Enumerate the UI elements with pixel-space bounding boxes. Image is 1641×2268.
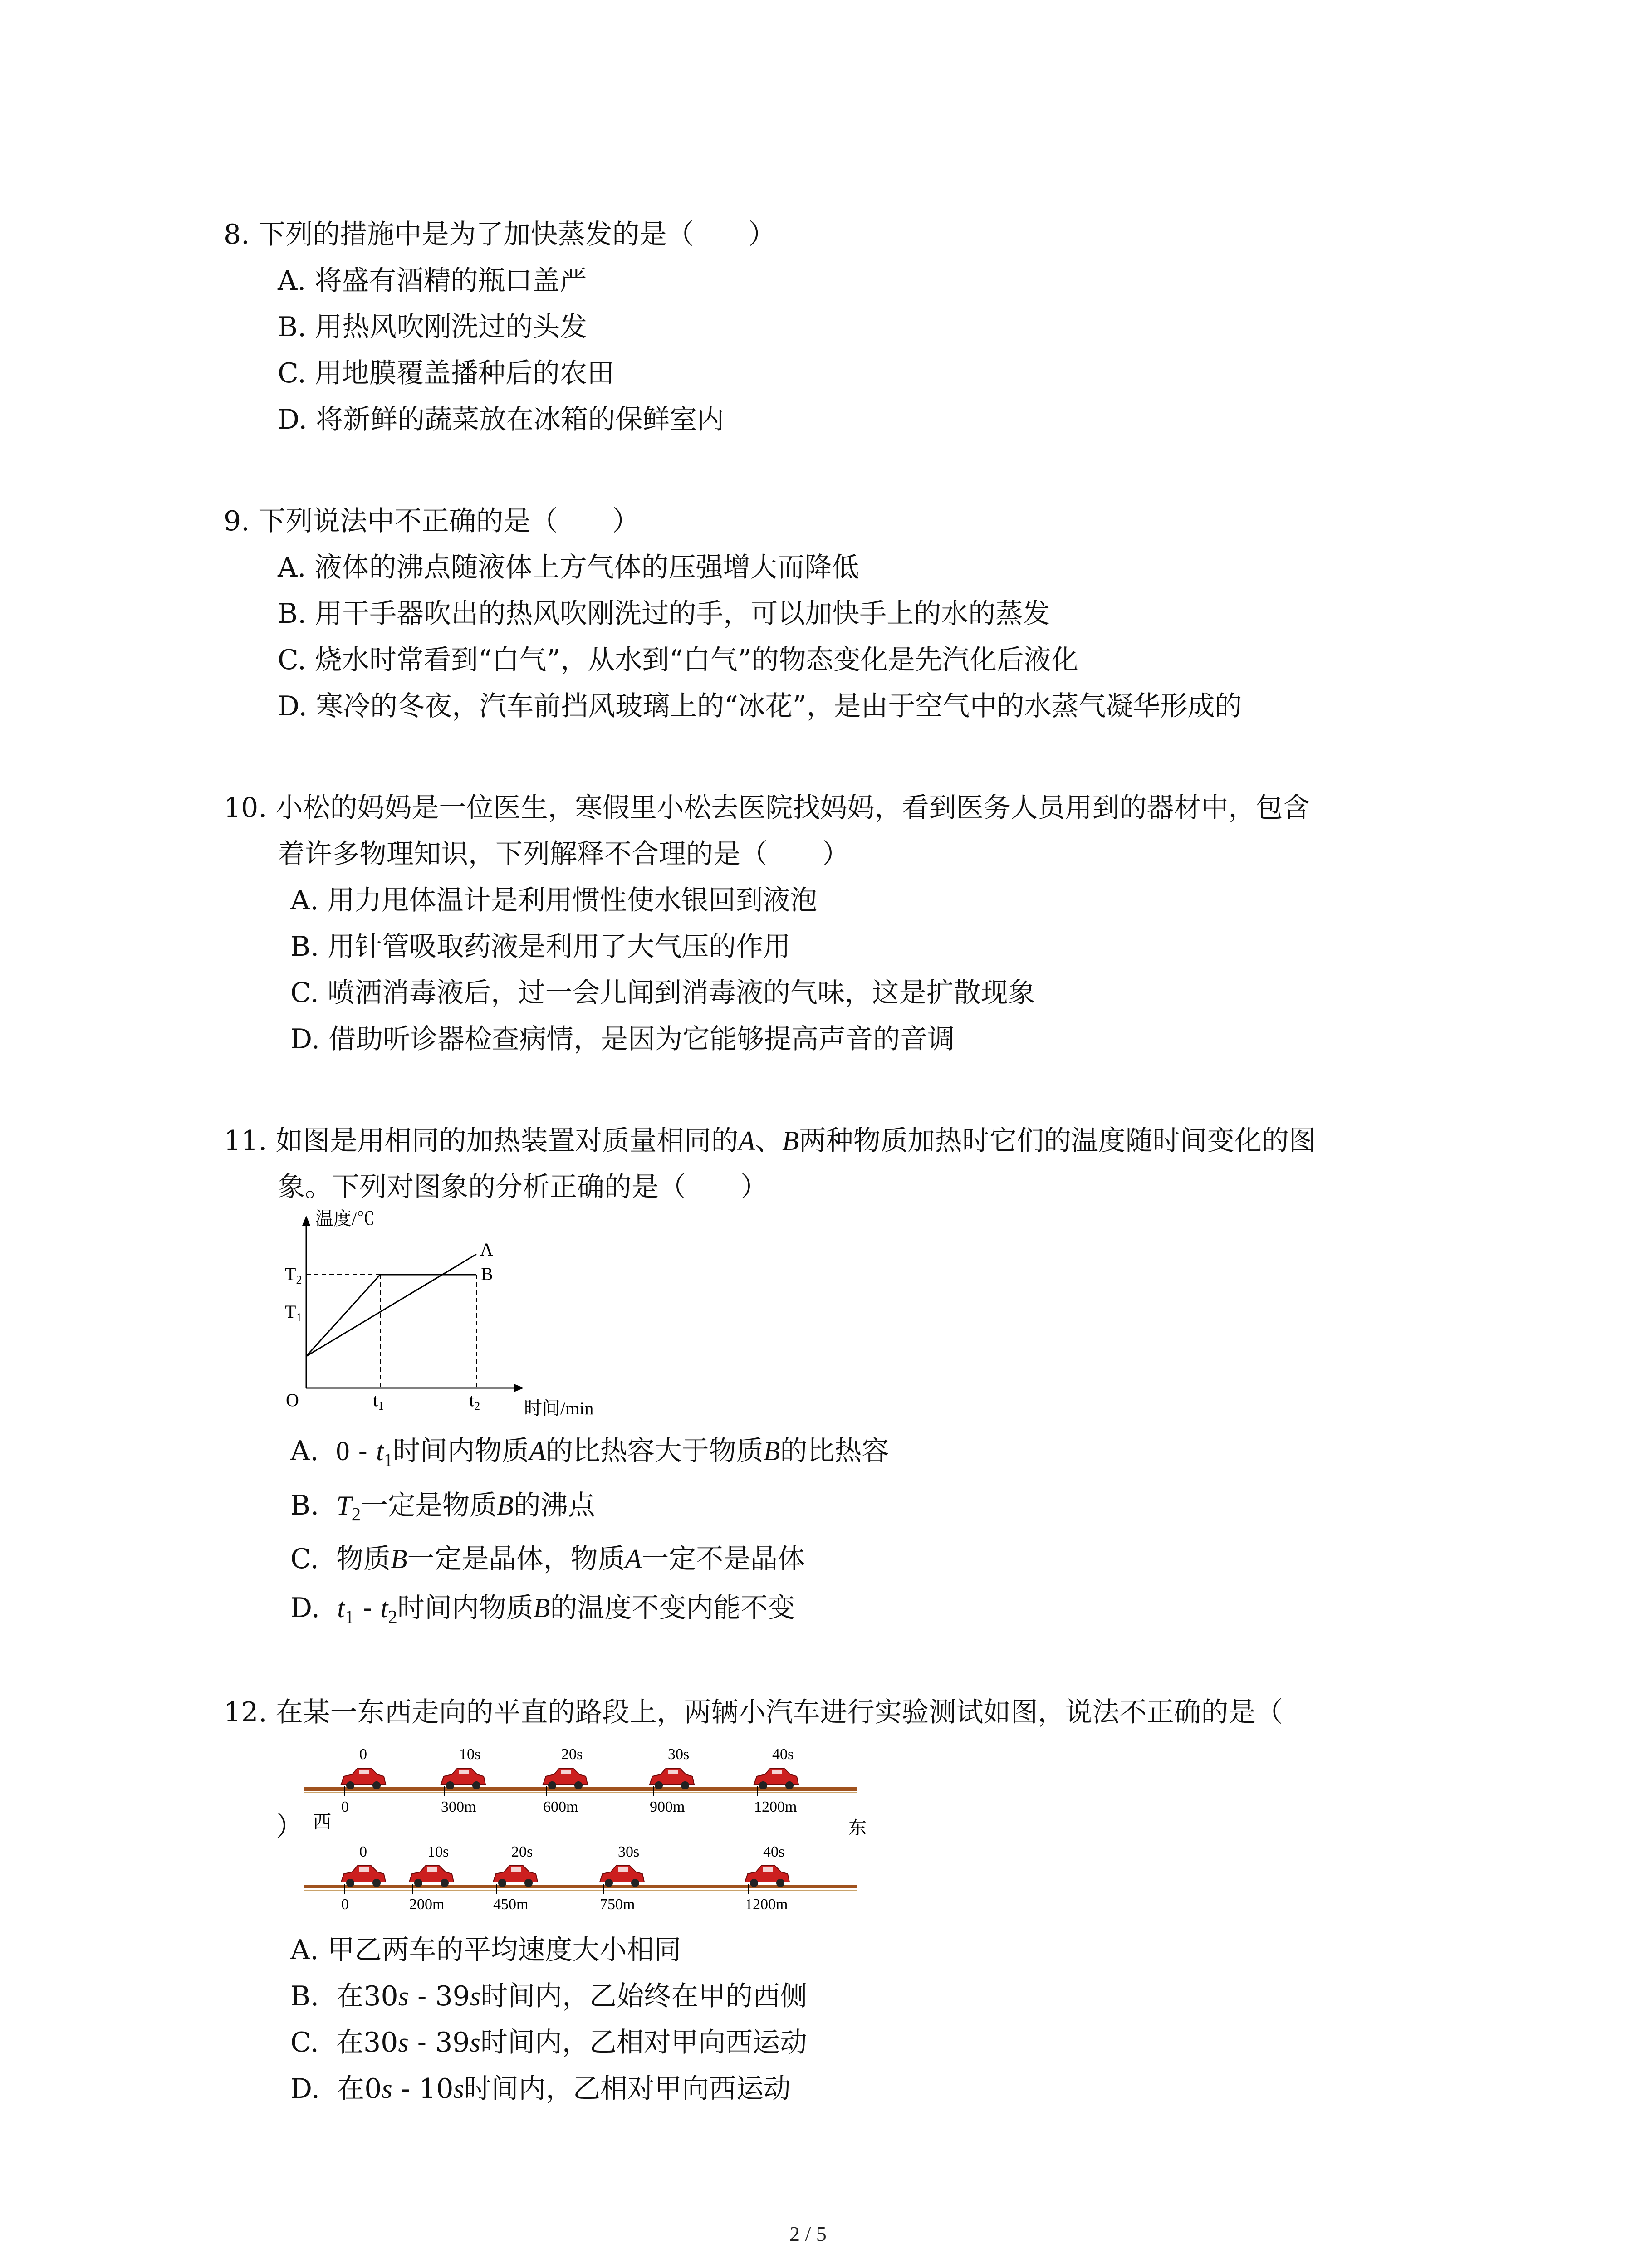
q12-option-a: A. 甲乙两车的平均速度大小相同: [290, 1934, 681, 1966]
q12-stem: 12. 在某一东西走向的平直的路段上，两辆小汽车进行实验测试如图，说法不正确的是（: [224, 1696, 1283, 1728]
curve-a: [306, 1254, 476, 1356]
math-s: s: [382, 2074, 392, 2104]
q11-stem-text: 11. 如图是用相同的加热装置对质量相同的: [224, 1125, 739, 1157]
car-window: [618, 1867, 628, 1872]
top-time-label: 30s: [668, 1746, 690, 1763]
top-car-1: [441, 1768, 485, 1789]
page-number: 2 / 5: [789, 2222, 827, 2245]
q11-option-b: [290, 1489, 595, 1531]
y-axis-label: 温度/℃: [315, 1208, 375, 1229]
q9-option-a: A. 液体的沸点随液体上方气体的压强增大而降低: [278, 552, 859, 583]
q11-var-a: A: [738, 1126, 755, 1156]
bottom-time-label: 20s: [511, 1843, 533, 1860]
q10-option-d: D. 借助听诊器检查病情，是因为它能够提高声音的音调: [290, 1023, 955, 1055]
bottom-car-0: [341, 1866, 386, 1887]
option-label: B.: [290, 1490, 319, 1521]
q11-option-a: [290, 1434, 889, 1477]
math-zero: 0: [336, 1436, 350, 1466]
car-wheel: [574, 1781, 583, 1789]
top-distance-label: 900m: [650, 1799, 685, 1815]
bottom-distance-label: 450m: [493, 1896, 529, 1913]
q9-option-b: B. 用干手器吹出的热风吹刚洗过的手，可以加快手上的水的蒸发: [278, 598, 1050, 630]
car-window: [511, 1867, 521, 1872]
option-text: 时间内，乙始终在甲的西侧: [480, 1980, 808, 2012]
x-axis-label: 时间/min: [524, 1398, 594, 1418]
math-sub: 2: [351, 1504, 361, 1525]
bottom-distance-label: 750m: [600, 1896, 635, 1913]
west-label: 西: [313, 1812, 331, 1832]
car-wheel: [655, 1781, 663, 1789]
q11-option-c: [290, 1542, 805, 1576]
math-sub: 2: [388, 1607, 397, 1628]
t2-level-label: $T_2$: [285, 1264, 302, 1286]
math-sub: 1: [383, 1450, 393, 1471]
math-dash: -: [349, 1435, 376, 1467]
option-text: 时间内，乙相对甲向西运动: [480, 2027, 807, 2058]
q9-stem: 9. 下列说法中不正确的是（ ）: [224, 505, 640, 537]
bottom-distance-label: 200m: [409, 1896, 445, 1913]
bottom-road-surface: [304, 1885, 857, 1888]
math-s: s: [470, 2028, 480, 2058]
math-a: A: [529, 1436, 546, 1466]
option-text: 在0: [337, 2073, 382, 2105]
math-dash: - 10: [392, 2073, 454, 2105]
math-dash: - 39: [409, 1980, 470, 2012]
car-wheel: [681, 1781, 689, 1789]
car-wheel: [759, 1781, 767, 1789]
time-t2-label: $t_2$: [469, 1390, 480, 1413]
q9-option-d: D. 寒冷的冬夜，汽车前挡风玻璃上的“冰花”，是由于空气中的水蒸气凝华形成的: [278, 690, 1242, 722]
temperature-time-graph: [272, 1207, 599, 1424]
top-car-4: [754, 1768, 798, 1789]
option-text: 的温度不变内能不变: [550, 1592, 795, 1624]
q12-stem-close: ）: [276, 1811, 303, 1843]
option-text: 在30: [336, 1980, 398, 2012]
q12-option-b: [290, 1980, 807, 2013]
top-car-0: [341, 1768, 386, 1789]
car-window: [561, 1770, 571, 1774]
math-s: s: [470, 1981, 481, 2011]
bottom-car-3: [600, 1866, 644, 1887]
q10-option-a: A. 用力甩体温计是利用惯性使水银回到液泡: [290, 885, 818, 916]
q10-stem-line1: 10. 小松的妈妈是一位医生，寒假里小松去医院找妈妈，看到医务人员用到的器材中，包含: [224, 792, 1310, 824]
q8-option-b: B. 用热风吹刚洗过的头发: [278, 311, 588, 343]
math-b: B: [497, 1491, 514, 1520]
q12-option-d: [290, 2072, 791, 2106]
option-text: 一定是物质: [361, 1490, 497, 1521]
math-dash: - 39: [408, 2027, 470, 2058]
option-text: 的沸点: [513, 1490, 595, 1521]
car-wheel: [776, 1879, 784, 1887]
car-window: [763, 1867, 773, 1872]
option-text: 一定不是晶体: [642, 1543, 805, 1575]
east-label: 东: [848, 1818, 867, 1838]
bottom-time-label: 30s: [618, 1843, 640, 1860]
q8-option-d: D. 将新鲜的蔬菜放在冰箱的保鲜室内: [278, 404, 725, 435]
car-window: [359, 1867, 369, 1872]
top-time-label: 20s: [561, 1746, 583, 1763]
q11-option-d: [290, 1591, 795, 1634]
bottom-road-group: [304, 1843, 857, 1913]
math-t: T: [336, 1491, 352, 1520]
car-wheel: [346, 1781, 354, 1789]
q8-option-a: A. 将盛有酒精的瓶口盖严: [278, 265, 587, 297]
q11-stem-text-end: 两种物质加热时它们的温度随时间变化的图: [798, 1125, 1316, 1157]
car-wheel: [441, 1879, 449, 1887]
top-road-group: [304, 1746, 857, 1815]
curve-b: [306, 1275, 476, 1356]
t1-level-label: $T_1$: [285, 1301, 302, 1324]
q9-option-c: C. 烧水时常看到“白气”，从水到“白气”的物态变化是先汽化后液化: [278, 644, 1078, 676]
math-t: t: [380, 1593, 388, 1623]
bottom-time-label: 10s: [427, 1843, 449, 1860]
option-label: D.: [290, 2073, 320, 2105]
option-text: 物质: [336, 1543, 391, 1575]
math-b: B: [763, 1436, 780, 1466]
q11-stem-line2: 象。下列对图象的分析正确的是（ ）: [278, 1171, 768, 1203]
q8-stem: 8. 下列的措施中是为了加快蒸发的是（ ）: [224, 219, 776, 250]
car-wheel: [346, 1879, 354, 1887]
q11-stem-line1: [224, 1124, 1316, 1158]
car-window: [772, 1770, 782, 1774]
car-wheel: [414, 1879, 422, 1887]
math-t: t: [337, 1593, 345, 1623]
bottom-car-1: [409, 1866, 454, 1887]
bottom-car-2: [493, 1866, 538, 1887]
bottom-time-label: 40s: [763, 1843, 785, 1860]
car-wheel: [372, 1781, 381, 1789]
x-axis-arrow: [514, 1384, 524, 1392]
math-a: A: [625, 1544, 642, 1574]
option-text: 的比热容: [780, 1435, 889, 1467]
option-label: C.: [290, 2027, 319, 2058]
car-wheel: [372, 1879, 381, 1887]
car-wheel: [524, 1879, 533, 1887]
math-b: B: [533, 1593, 550, 1623]
car-wheel: [498, 1879, 506, 1887]
option-label: D.: [290, 1592, 320, 1624]
top-distance-label: 300m: [441, 1799, 476, 1815]
top-distance-label: 1200m: [754, 1799, 797, 1815]
option-text: 的比热容大于物质: [545, 1435, 764, 1467]
math-sub: 1: [344, 1607, 354, 1628]
car-window: [427, 1867, 437, 1872]
car-window: [359, 1770, 369, 1774]
option-text: 时间内物质: [393, 1435, 529, 1467]
option-text: 一定是晶体，物质: [407, 1543, 625, 1575]
top-time-label: 10s: [459, 1746, 481, 1763]
curve-a-label: A: [480, 1239, 493, 1260]
math-t: t: [376, 1436, 384, 1466]
time-t1-label: $t_1$: [373, 1390, 384, 1413]
car-window: [459, 1770, 469, 1774]
bottom-distance-label: 0: [341, 1896, 349, 1913]
option-text: 时间内物质: [397, 1592, 534, 1624]
math-dash: -: [354, 1592, 381, 1624]
car-wheel: [750, 1879, 758, 1887]
math-b: B: [391, 1544, 407, 1574]
top-distance-label: 0: [341, 1799, 349, 1815]
option-text: 在30: [336, 2027, 398, 2058]
option-text: 时间内，乙相对甲向西运动: [464, 2073, 791, 2105]
car-wheel: [548, 1781, 556, 1789]
math-s: s: [398, 2028, 409, 2058]
two-cars-road-figure: [304, 1737, 876, 1928]
top-distance-label: 600m: [543, 1799, 578, 1815]
option-label: B.: [290, 1980, 319, 2012]
car-wheel: [631, 1879, 639, 1887]
car-wheel: [472, 1781, 480, 1789]
q8-option-c: C. 用地膜覆盖播种后的农田: [278, 357, 614, 389]
y-axis-arrow: [302, 1216, 310, 1226]
option-label: C.: [290, 1543, 319, 1575]
q12-option-c: [290, 2026, 807, 2059]
car-wheel: [605, 1879, 613, 1887]
car-wheel: [446, 1781, 454, 1789]
curve-b-label: B: [481, 1264, 493, 1284]
q11-sep: 、: [755, 1125, 783, 1157]
q11-var-b: B: [782, 1126, 799, 1156]
top-time-label: 0: [359, 1746, 367, 1763]
math-s: s: [398, 1981, 409, 2011]
math-s: s: [453, 2074, 464, 2104]
bottom-car-4: [745, 1866, 789, 1887]
bottom-distance-label: 1200m: [745, 1896, 788, 1913]
car-wheel: [785, 1781, 794, 1789]
q10-option-b: B. 用针管吸取药液是利用了大气压的作用: [290, 931, 791, 963]
origin-label: O: [286, 1390, 299, 1410]
bottom-time-label: 0: [359, 1843, 367, 1860]
top-car-3: [650, 1768, 694, 1789]
option-label: A.: [290, 1435, 319, 1467]
q10-option-c: C. 喷洒消毒液后，过一会儿闻到消毒液的气味，这是扩散现象: [290, 977, 1035, 1009]
top-car-2: [543, 1768, 588, 1789]
top-time-label: 40s: [772, 1746, 794, 1763]
car-window: [668, 1770, 678, 1774]
q10-stem-line2: 着许多物理知识，下列解释不合理的是（ ）: [278, 838, 849, 870]
